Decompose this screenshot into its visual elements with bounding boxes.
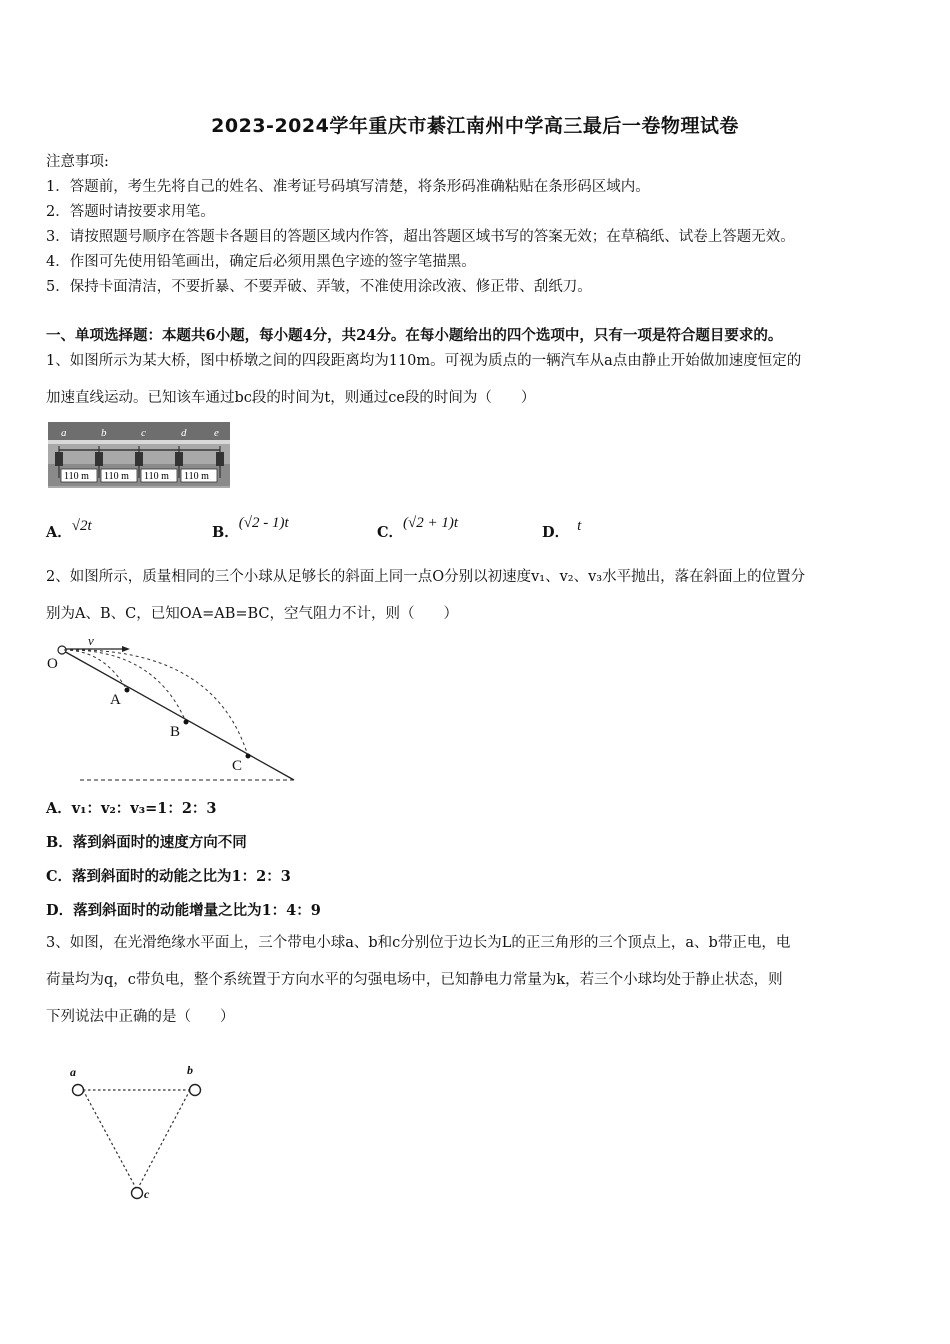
q3-text-line3: 下列说法中正确的是（ ） [46, 1009, 235, 1025]
notice-item-5: 5．保持卡面清洁，不要折暴、不要弄破、弄皱，不准使用涂改液、修正带、刮纸刀。 [46, 279, 592, 295]
label-a: A [110, 692, 121, 708]
q2-text-line2: 别为A、B、C，已知OA=AB=BC，空气阻力不计，则（ ） [46, 606, 459, 622]
bridge-point-e: e [214, 427, 219, 439]
bridge-point-d: d [181, 427, 187, 439]
bridge-figure [48, 422, 230, 488]
bridge-span-label: 110 m [184, 471, 209, 482]
q3-text-line1: 3、如图，在光滑绝缘水平面上，三个带电小球a、b和c分别位于边长为L的正三角形的三个顶点上，a、b带正电，电 [46, 935, 791, 951]
q2-text-line1: 2、如图所示，质量相同的三个小球从足够长的斜面上同一点O分别以初速度v₁、v₂、v₃水平抛出，落在斜面上的位置分 [46, 569, 806, 585]
q1-option-d[interactable] [542, 518, 582, 542]
option-label: D． [542, 524, 570, 541]
triangle-figure [64, 1060, 224, 1205]
label-v: v [88, 633, 94, 648]
projectile-figure [44, 630, 298, 785]
option-expr: t [577, 518, 582, 534]
option-expr: (√2 + 1)t [403, 515, 459, 531]
bridge-point-b: b [101, 427, 107, 439]
q2-option-b[interactable]: B．落到斜面时的速度方向不同 [46, 834, 247, 851]
bridge-span-label: 110 m [144, 471, 169, 482]
label-c: c [144, 1187, 150, 1201]
label-b: B [170, 724, 181, 740]
q2-option-d[interactable]: D．落到斜面时的动能增量之比为1：4：9 [46, 902, 321, 919]
option-expr: (√2 - 1)t [238, 515, 289, 531]
q1-option-c[interactable] [377, 515, 459, 542]
label-b: b [187, 1063, 193, 1077]
bridge-point-a: a [61, 427, 67, 439]
label-a: a [70, 1065, 76, 1079]
notice-item-3: 3．请按照题号顺序在答题卡各题目的答题区域内作答，超出答题区域书写的答案无效；在草稿纸、试卷上答题无效。 [46, 229, 795, 245]
option-label: B． [212, 524, 239, 541]
notice-item-1: 1．答题前，考生先将自己的姓名、准考证号码填写清楚，将条形码准确粘贴在条形码区域内。 [46, 179, 650, 195]
option-label: C． [377, 524, 404, 541]
bridge-span-label: 110 m [104, 471, 129, 482]
option-expr: √2t [71, 518, 92, 534]
bridge-span-label: 110 m [64, 471, 89, 482]
q2-option-c[interactable]: C．落到斜面时的动能之比为1：2：3 [46, 868, 291, 885]
q1-option-b[interactable] [212, 515, 289, 542]
option-label: A． [46, 524, 72, 541]
notice-item-4: 4．作图可先使用铅笔画出，确定后必须用黑色字迹的签字笔描黑。 [46, 254, 476, 270]
section-heading: 一、单项选择题：本题共6小题，每小题4分，共24分。在每小题给出的四个选项中，只有一项是符合题目要求的。 [46, 327, 783, 344]
q1-text-line2: 加速直线运动。已知该车通过bc段的时间为t，则通过ce段的时间为（ ） [46, 390, 536, 406]
q1-text-line1: 1、如图所示为某大桥，图中桥墩之间的四段距离均为110m。可视为质点的一辆汽车从a点由静止开始做加速度恒定的 [46, 353, 802, 369]
q2-option-a[interactable]: A．v₁：v₂：v₃=1：2：3 [46, 800, 217, 817]
label-c: C [232, 758, 243, 774]
q1-option-a[interactable] [46, 518, 92, 542]
notice-heading: 注意事项: [46, 154, 109, 170]
bridge-point-c: c [141, 427, 146, 439]
notice-item-2: 2．答题时请按要求用笔。 [46, 204, 215, 220]
q3-text-line2: 荷量均为q，c带负电，整个系统置于方向水平的匀强电场中，已知静电力常量为k，若三个小球均处于静止状态，则 [46, 972, 783, 988]
label-o: O [47, 656, 58, 672]
page-title: 2023-2024学年重庆市綦江南州中学高三最后一卷物理试卷 [211, 115, 739, 137]
